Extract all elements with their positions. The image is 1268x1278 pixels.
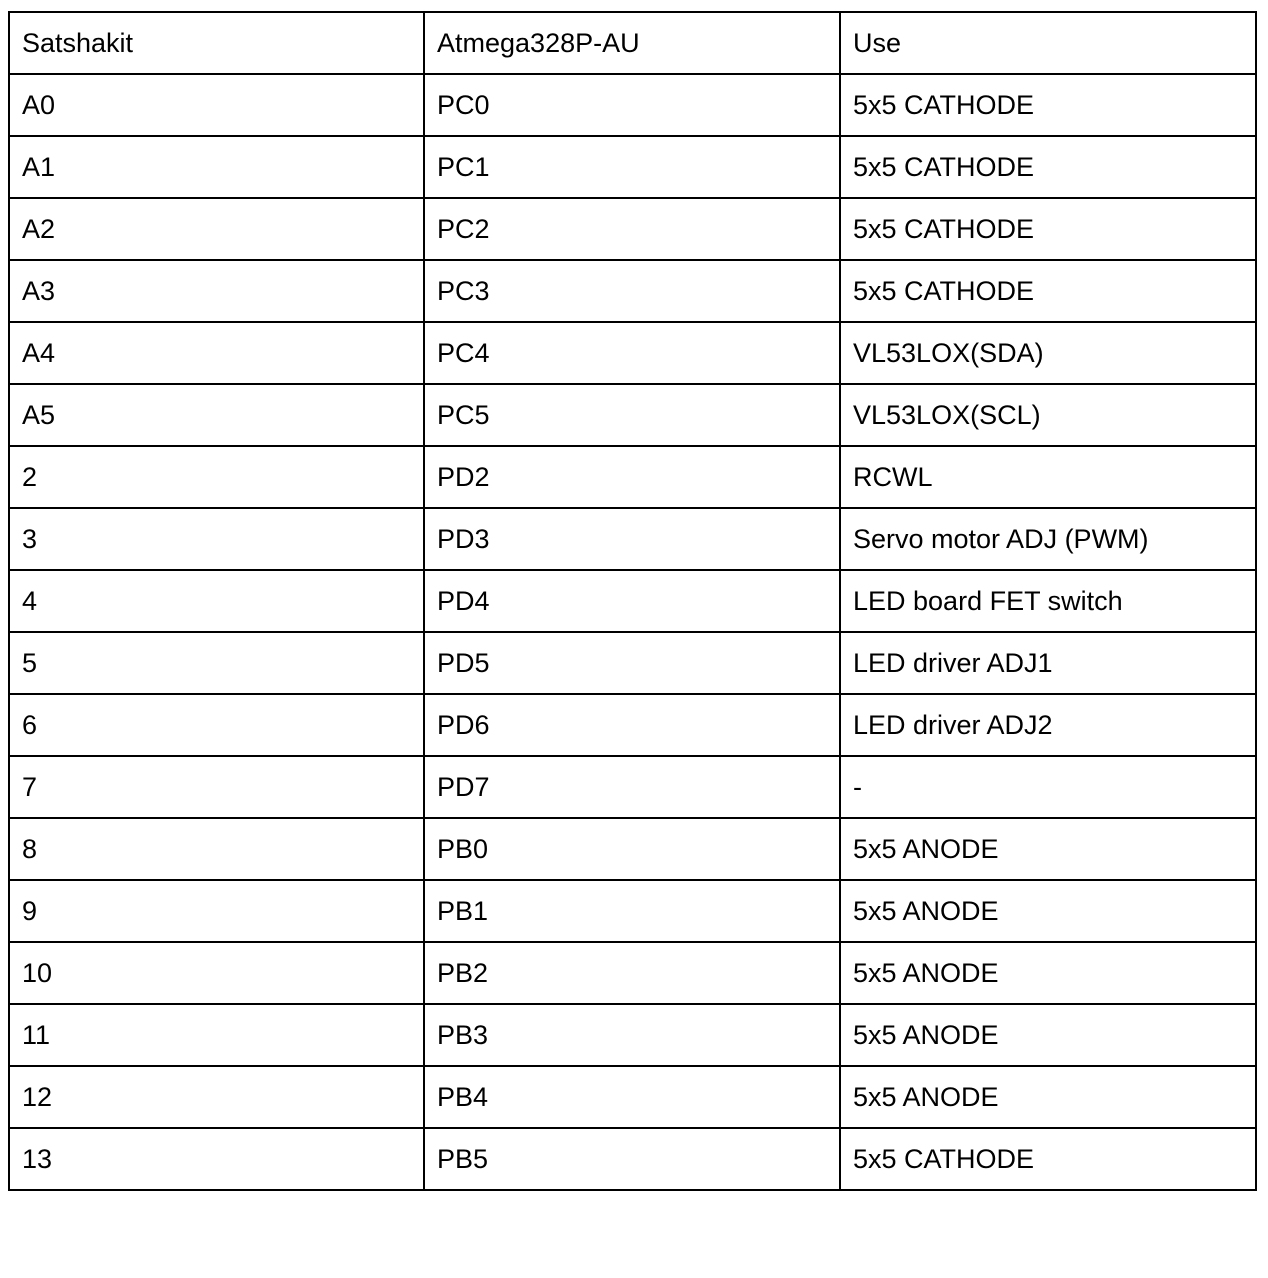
cell-atmega-pin: PD4 [424,570,840,632]
cell-use: VL53LOX(SDA) [840,322,1256,384]
cell-use: 5x5 ANODE [840,1004,1256,1066]
cell-satshakit: 5 [9,632,424,694]
cell-satshakit: 3 [9,508,424,570]
cell-use: - [840,756,1256,818]
cell-satshakit: A0 [9,74,424,136]
table-row [9,880,1256,942]
table-row [9,694,1256,756]
header-atmega328p-au: Atmega328P-AU [424,12,840,74]
pin-mapping-table-container [8,11,1255,1191]
cell-atmega-pin: PC4 [424,322,840,384]
cell-satshakit: 7 [9,756,424,818]
cell-use: 5x5 ANODE [840,942,1256,1004]
table-row [9,570,1256,632]
cell-use: 5x5 ANODE [840,880,1256,942]
cell-satshakit: 8 [9,818,424,880]
table-row [9,1128,1256,1190]
cell-atmega-pin: PB2 [424,942,840,1004]
table-row [9,942,1256,1004]
cell-use: LED driver ADJ2 [840,694,1256,756]
cell-use: VL53LOX(SCL) [840,384,1256,446]
cell-atmega-pin: PD7 [424,756,840,818]
cell-use: 5x5 CATHODE [840,1128,1256,1190]
table-row [9,322,1256,384]
cell-use: 5x5 CATHODE [840,260,1256,322]
cell-satshakit: A1 [9,136,424,198]
table-row [9,508,1256,570]
cell-atmega-pin: PB0 [424,818,840,880]
cell-atmega-pin: PD3 [424,508,840,570]
header-satshakit: Satshakit [9,12,424,74]
table-row [9,384,1256,446]
cell-atmega-pin: PB5 [424,1128,840,1190]
cell-satshakit: 10 [9,942,424,1004]
cell-use: RCWL [840,446,1256,508]
cell-atmega-pin: PD2 [424,446,840,508]
cell-use: Servo motor ADJ (PWM) [840,508,1256,570]
cell-use: 5x5 CATHODE [840,198,1256,260]
header-use: Use [840,12,1256,74]
cell-satshakit: 2 [9,446,424,508]
cell-satshakit: A3 [9,260,424,322]
cell-atmega-pin: PD5 [424,632,840,694]
cell-atmega-pin: PB4 [424,1066,840,1128]
cell-atmega-pin: PC5 [424,384,840,446]
cell-satshakit: 11 [9,1004,424,1066]
table-row [9,136,1256,198]
table-header-row [9,12,1256,74]
table-row [9,756,1256,818]
cell-use: 5x5 CATHODE [840,136,1256,198]
table-row [9,818,1256,880]
table-row [9,446,1256,508]
cell-satshakit: 13 [9,1128,424,1190]
table-row [9,632,1256,694]
cell-satshakit: A5 [9,384,424,446]
table-row [9,74,1256,136]
cell-satshakit: 6 [9,694,424,756]
cell-satshakit: 9 [9,880,424,942]
cell-use: 5x5 ANODE [840,1066,1256,1128]
table-row [9,198,1256,260]
cell-use: 5x5 ANODE [840,818,1256,880]
cell-atmega-pin: PC1 [424,136,840,198]
cell-use: LED board FET switch [840,570,1256,632]
cell-satshakit: A2 [9,198,424,260]
cell-atmega-pin: PD6 [424,694,840,756]
cell-use: 5x5 CATHODE [840,74,1256,136]
cell-atmega-pin: PB3 [424,1004,840,1066]
cell-atmega-pin: PC0 [424,74,840,136]
cell-atmega-pin: PB1 [424,880,840,942]
table-row [9,1004,1256,1066]
cell-atmega-pin: PC2 [424,198,840,260]
cell-satshakit: 12 [9,1066,424,1128]
table-row [9,260,1256,322]
cell-satshakit: 4 [9,570,424,632]
cell-satshakit: A4 [9,322,424,384]
pin-mapping-table [8,11,1257,1191]
cell-use: LED driver ADJ1 [840,632,1256,694]
cell-atmega-pin: PC3 [424,260,840,322]
table-row [9,1066,1256,1128]
